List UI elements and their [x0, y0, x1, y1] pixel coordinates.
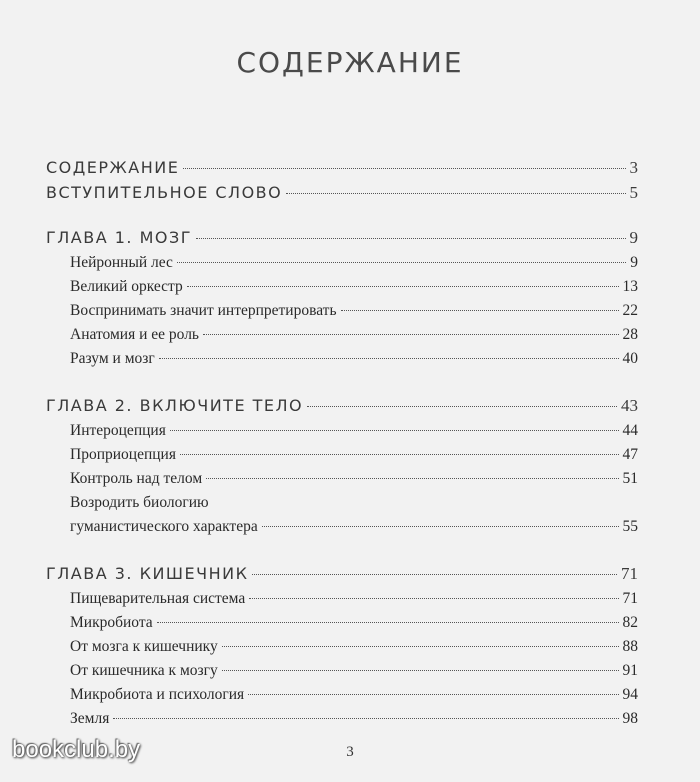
section-page: 40	[622, 350, 638, 367]
dot-leader	[180, 454, 619, 455]
toc-entry-page: 3	[629, 158, 638, 177]
watermark: bookclub.by	[12, 736, 141, 763]
dot-leader	[203, 334, 618, 335]
toc-section-line	[70, 494, 638, 512]
dot-leader	[157, 622, 619, 623]
toc-section	[70, 614, 638, 632]
section-page: 44	[622, 422, 638, 439]
toc-section	[70, 686, 638, 704]
section-page: 82	[622, 614, 638, 631]
toc-section	[70, 278, 638, 296]
section-page: 55	[622, 518, 638, 535]
toc-section	[70, 710, 638, 728]
toc-chapter-2	[46, 396, 638, 416]
section-page: 28	[622, 326, 638, 343]
dot-leader	[307, 406, 617, 407]
section-label: Возродить биологию	[70, 494, 209, 511]
section-page: 88	[622, 638, 638, 655]
section-label: Разум и мозг	[70, 350, 155, 367]
section-label: Проприоцепция	[70, 446, 176, 463]
dot-leader	[187, 286, 619, 287]
chapter-title: ГЛАВА 2. ВКЛЮЧИТЕ ТЕЛО	[46, 396, 304, 415]
page-number: 3	[346, 744, 354, 760]
toc-section	[70, 590, 638, 608]
section-page: 51	[622, 470, 638, 487]
dot-leader	[222, 670, 619, 671]
section-page: 9	[630, 254, 638, 271]
toc-entry-foreword	[46, 183, 638, 203]
dot-leader	[248, 694, 618, 695]
dot-leader	[286, 193, 625, 194]
section-page: 71	[622, 590, 638, 607]
toc-section	[70, 326, 638, 344]
toc-chapter-3	[46, 564, 638, 584]
dot-leader	[183, 168, 625, 169]
section-page: 94	[622, 686, 638, 703]
toc-section	[70, 470, 638, 488]
toc-section	[70, 422, 638, 440]
dot-leader	[170, 430, 619, 431]
toc-section	[70, 638, 638, 656]
section-page: 22	[622, 302, 638, 319]
section-page: 13	[622, 278, 638, 295]
section-label: Земля	[70, 710, 110, 727]
dot-leader	[113, 718, 618, 719]
dot-leader	[177, 262, 626, 263]
section-label: От мозга к кишечнику	[70, 638, 218, 655]
dot-leader	[262, 526, 619, 527]
section-label: Анатомия и ее роль	[70, 326, 200, 343]
page-title: СОДЕРЖАНИЕ	[236, 46, 464, 79]
dot-leader	[249, 598, 618, 599]
toc-section	[70, 350, 638, 368]
dot-leader	[159, 358, 619, 359]
section-page: 98	[622, 710, 638, 727]
chapter-title: ГЛАВА 3. КИШЕЧНИК	[46, 564, 249, 583]
section-label: От кишечника к мозгу	[70, 662, 218, 679]
chapter-page: 43	[621, 396, 638, 415]
dot-leader	[196, 238, 625, 239]
section-label: гуманистического характера	[70, 518, 258, 535]
dot-leader	[252, 574, 617, 575]
toc-section	[70, 302, 638, 320]
section-label: Пищеварительная система	[70, 590, 246, 607]
chapter-page: 71	[621, 564, 638, 583]
section-label: Микробиота	[70, 614, 153, 631]
dot-leader	[222, 646, 619, 647]
section-label: Контроль над телом	[70, 470, 203, 487]
dot-leader	[341, 310, 619, 311]
section-page: 47	[622, 446, 638, 463]
toc-section	[70, 254, 638, 272]
toc-entry-label: ВСТУПИТЕЛЬНОЕ СЛОВО	[46, 183, 283, 202]
toc-entry-label: СОДЕРЖАНИЕ	[46, 158, 180, 177]
toc-entry-contents	[46, 158, 638, 178]
dot-leader	[206, 478, 618, 479]
section-label: Нейронный лес	[70, 254, 173, 271]
section-label: Воспринимать значит интерпретировать	[70, 302, 337, 319]
section-label: Великий оркестр	[70, 278, 183, 295]
toc-section	[70, 662, 638, 680]
toc-section	[70, 446, 638, 464]
toc-section	[70, 518, 638, 536]
section-label: Микробиота и психология	[70, 686, 245, 703]
section-label: Интероцепция	[70, 422, 166, 439]
toc-chapter-1	[46, 228, 638, 248]
chapter-title: ГЛАВА 1. МОЗГ	[46, 228, 193, 247]
section-page: 91	[622, 662, 638, 679]
chapter-page: 9	[629, 228, 638, 247]
toc-entry-page: 5	[629, 183, 638, 202]
